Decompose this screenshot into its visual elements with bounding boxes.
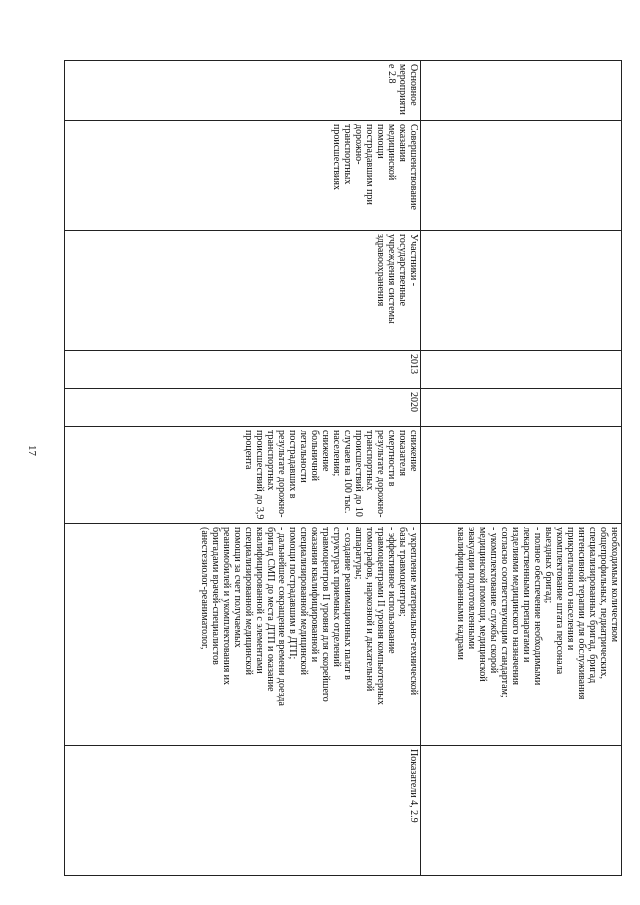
cell-start-year: 2013 bbox=[65, 351, 421, 389]
table-row-activity-2-8 bbox=[65, 61, 421, 876]
cell-expected-result: снижение показателя смертности в результате дорожно- транспортных происшествий до 10 случаев на 100 тыс. населения; снижение больничной летальности пострадавших в результате дорожно- транспортных происшествий до 3,9 процента bbox=[65, 427, 421, 524]
cell-activity-id-empty bbox=[421, 61, 622, 121]
cell-end-year: 2020 bbox=[65, 389, 421, 427]
cell-measures-continuation: необходимым количеством общепрофильных, педиатрических, специализированных бригад, бригад интенсивной терапии для обслуживания прикрепленного населения и укомплектование штата персонала выездных бригад; - полное обеспечение необходимыми лекарственными препаратами и изделиями медицинского назначения согласно соответствующим стандартам; - укомплектование службы скорой медицинской помощи, медицинской эвакуации подготовленными квалифицированными кадрами bbox=[421, 524, 622, 746]
cell-indicators: Показатели 4, 2.9 bbox=[65, 746, 421, 876]
table-row-continuation bbox=[421, 61, 622, 876]
cell-executors: Участники - государственные учреждения системы здравоохранения bbox=[65, 231, 421, 351]
cell-result-empty bbox=[421, 427, 622, 524]
cell-activity-name: Совершенствование оказания медицинской помощи пострадавшим при дорожно- транспортных происшествиях bbox=[65, 121, 421, 231]
cell-activity-name-empty bbox=[421, 121, 622, 231]
rotated-table-container bbox=[64, 60, 622, 875]
cell-end-year-empty bbox=[421, 389, 622, 427]
cell-executors-empty bbox=[421, 231, 622, 351]
cell-start-year-empty bbox=[421, 351, 622, 389]
page-number: 17 bbox=[26, 445, 38, 456]
cell-measures: - укрепление материально-технической базы травмоцентров; - эффективное использование травмоцентрами II уровня компьютерных томографов, наркозной и дыхательной аппаратуры; - создание реанимационных палат в структурах приемных отделений травмоцентров II уровня для скорейшего оказания квалифицированной и специализированной медицинской помощи пострадавшим в ДТП; - дальнейшее сокращение времени доезда бригад СМП до места ДТП и оказание квалифицированной с элементами специализированной медицинской помощи за счет получаемых реанимобилей и укомплектования их бригадами врачей-специалистов (анестезиолог-реаниматолог, bbox=[65, 524, 421, 746]
cell-activity-id: Основное мероприяти е 2.8 bbox=[65, 61, 421, 121]
cell-indicators-empty bbox=[421, 746, 622, 876]
program-measures-table bbox=[64, 60, 622, 876]
